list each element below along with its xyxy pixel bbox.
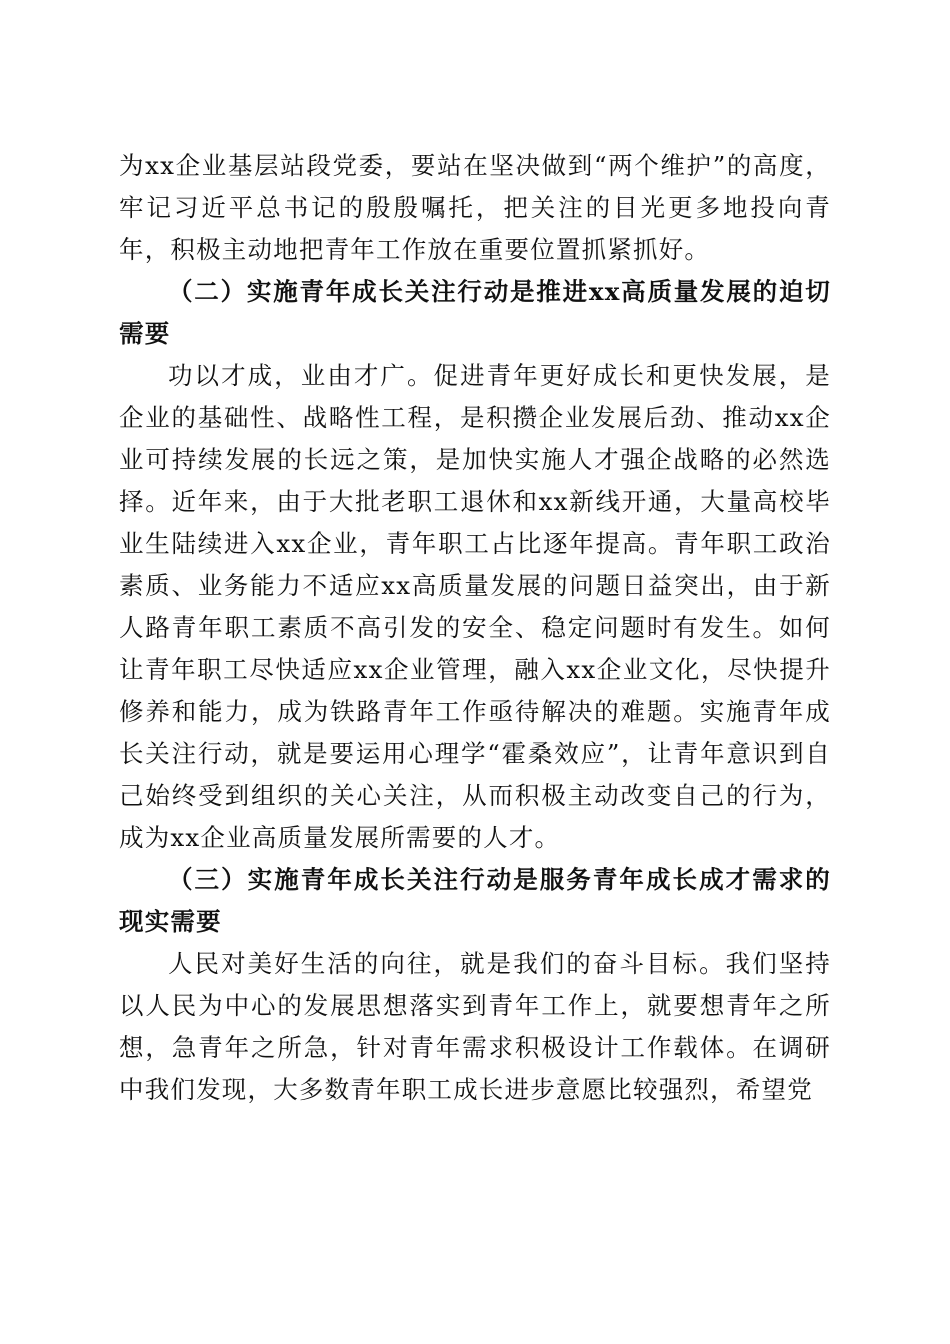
section-heading-3: （三）实施青年成长关注行动是服务青年成长成才需求的现实需要 xyxy=(119,865,831,936)
paragraph-continued: 为xx企业基层站段党委，要站在坚决做到“两个维护”的高度，牢记习近平总书记的殷殷嘱托，把关注的目光更多地投向青年，积极主动地把青年工作放在重要位置抓紧抓好。 xyxy=(119,151,831,264)
section-heading-2: （二）实施青年成长关注行动是推进xx高质量发展的迫切需要 xyxy=(119,277,831,348)
paragraph-section-2: 功以才成，业由才广。促进青年更好成长和更快发展，是企业的基础性、战略性工程，是积攒企业发展后劲、推动xx企业可持续发展的长远之策，是加快实施人才强企战略的必然选择。近年来，由于大批老职工退休和xx新线开通，大量高校毕业生陆续进入xx企业，青年职工占比逐年提高。青年职工政治素质、业务能力不适应xx高质量发展的问题日益突出，由于新人路青年职工素质不高引发的安全、稳定问题时有发生。如何让青年职工尽快适应xx企业管理，融入xx企业文化，尽快提升修养和能力，成为铁路青年工作亟待解决的难题。实施青年成长关注行动，就是要运用心理学“霍桑效应”，让青年意识到自己始终受到组织的关心关注，从而积极主动改变自己的行为，成为xx企业高质量发展所需要的人才。 xyxy=(119,361,831,852)
paragraph-section-3: 人民对美好生活的向往，就是我们的奋斗目标。我们坚持以人民为中心的发展思想落实到青年工作上，就要想青年之所想，急青年之所急，针对青年需求积极设计工作载体。在调研中我们发现，大多数青年职工成长进步意愿比较强烈，希望党 xyxy=(119,949,831,1104)
document-body xyxy=(119,145,831,1111)
